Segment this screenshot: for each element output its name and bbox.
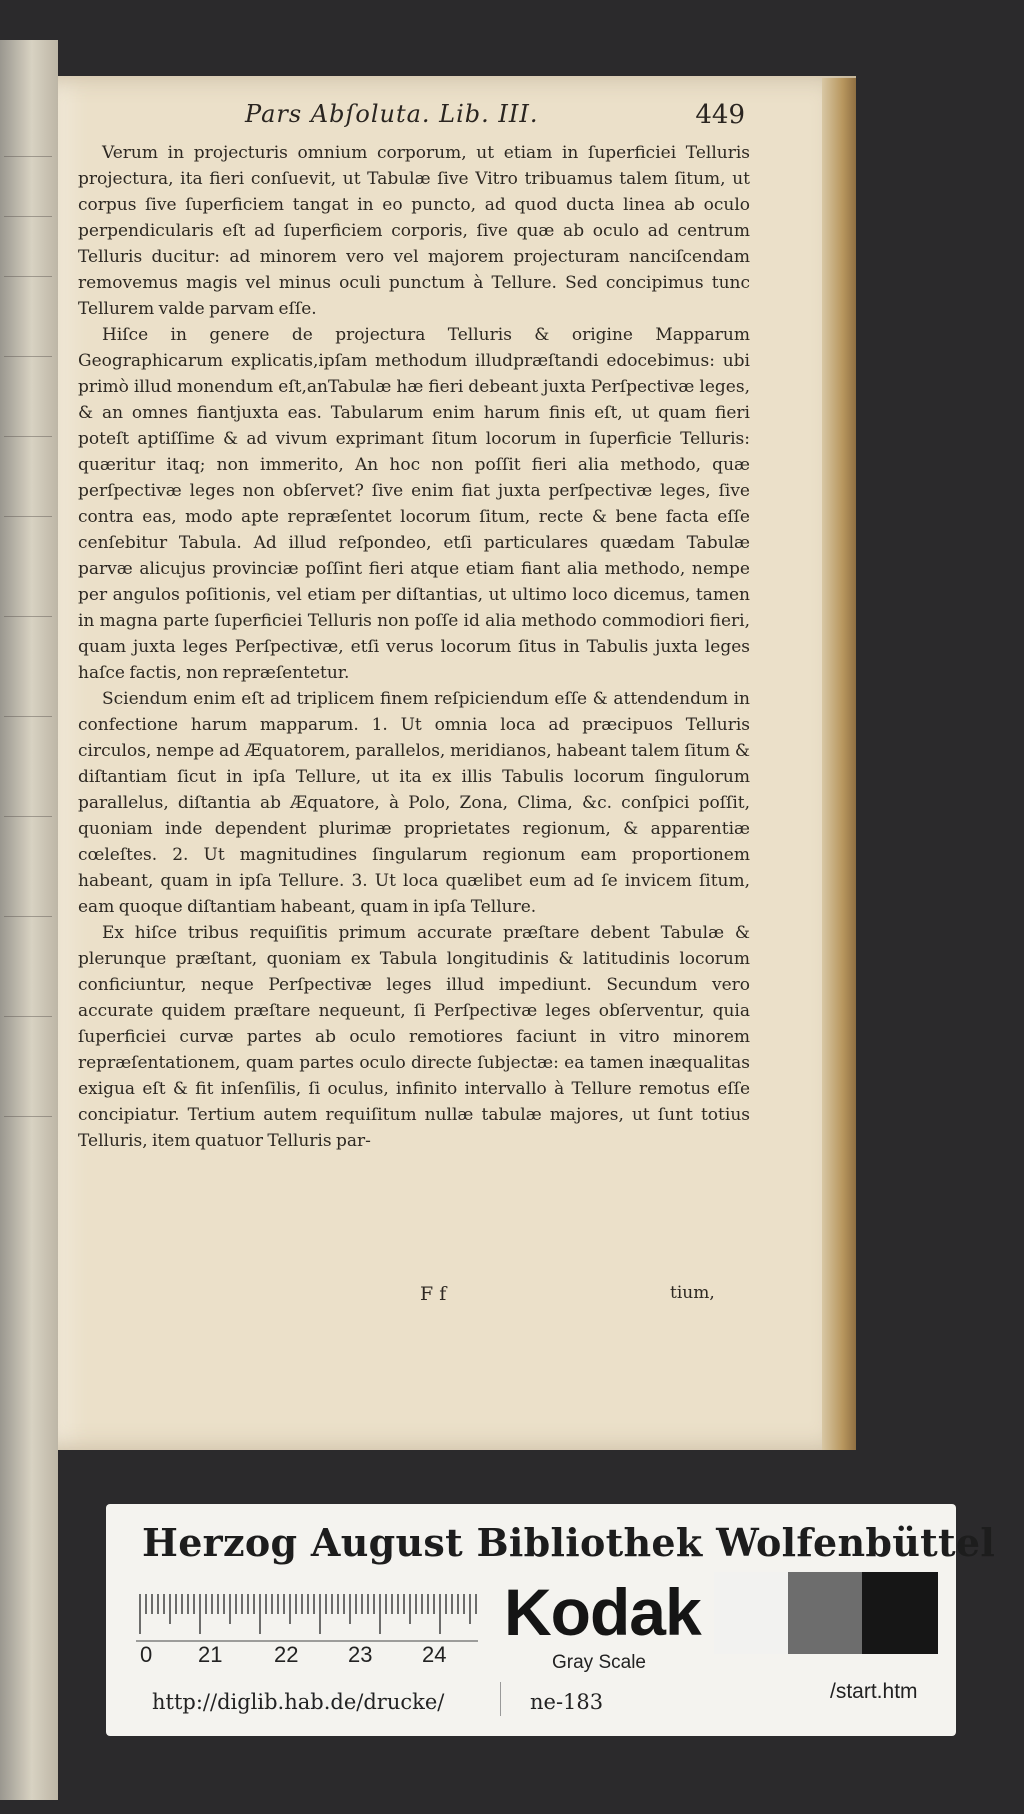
gray-patch-mid: [788, 1572, 862, 1654]
url-base: http://diglib.hab.de/drucke/: [152, 1690, 445, 1714]
ghost-text-line: [4, 600, 52, 617]
ruler-number: 22: [274, 1642, 299, 1667]
ghost-text-line: [4, 260, 52, 277]
adjacent-page-edge: [0, 40, 58, 1800]
ghost-text-line: [4, 700, 52, 717]
ghost-text-line: [4, 1100, 52, 1117]
ruler-number: 24: [422, 1642, 447, 1667]
paragraph: Verum in projecturis omnium corporum, ut etiam in ſuperficiei Telluris projectura, ita fieri conſuevit, ut Tabulæ ſive Vitro tribuamus talem ſitum, ut corpus ſive ſuperficiem tangat in eo puncto, ad quod ducta linea ab oculo perpendicularis eſt ad ſuperficiem corporis, ſive quæ ab oculo ad centrum Telluris ducitur: ad minorem vero vel majorem projecturam nanciſcendam removemus magis vel minus oculi punctum à Tellure. Sed concipimus tunc Tellurem valde parvam eſſe.: [78, 143, 750, 319]
ghost-text-line: [4, 800, 52, 817]
ghost-text-line: [4, 420, 52, 437]
url-shelfmark: ne-183: [530, 1690, 604, 1714]
kodak-logo: Kodak: [504, 1575, 701, 1649]
ruler-number: 21: [198, 1642, 223, 1667]
ghost-text-line: [4, 200, 52, 217]
paragraph: Hiſce in genere de projectura Telluris & origine Mapparum Geographicarum explicatis,ipſam methodum illudpræſtandi edocebimus: ubi primò illud monendum eſt,anTabulæ hæ fieri debeant juxta Perſpectivæ leges, & an omnes fiantjuxta eas. Tabularum enim harum finis eſt, ut quam fieri poteſt aptiſſime & ad vivum exprimant ſitum locorum in ſuperficie Telluris: quæritur itaq; non immerito, An hoc non poſſit fieri alia methodo, quæ perſpectivæ leges non obſervet? ſive enim fiat juxta perſpectivæ leges, ſive contra eas, modo apte repræſentet locorum ſitum, recte & bene facta eſſe cenſebitur Tabula. Ad illud reſpondeo, etſi particulares quædam Tabulæ parvæ alicujus provinciæ poſſint fieri atque etiam fiant alia methodo, nempe per angulos poſitionis, vel etiam per diſtantias, ut ultimo loco dicemus, tamen in magna parte ſuperficiei Telluris non poſſe id alia methodo commodiori fieri, quam juxta leges Perſpectivæ, etſi verus locorum ſitus in Tabulis juxta leges haſce factis, non repræſentetur.: [78, 325, 750, 683]
ghost-text-line: [4, 340, 52, 357]
ruler-number: 0: [140, 1642, 153, 1667]
paragraph: Sciendum enim eſt ad triplicem finem reſpiciendum eſſe & attendendum in confectione harum mapparum. 1. Ut omnia loca ad præcipuos Telluris circulos, nempe ad Æquatorem, parallelos, meridianos, habeant talem ſitum & diſtantiam ſicut in ipſa Tellure, ut ita ex illis Tabulis locorum ſingulorum parallelus, diſtantia ab Æquatore, à Polo, Zona, Clima, &c. conſpici poſſit, quoniam inde dependent plurimæ proprietates regionum, & apparentiæ cœleſtes. 2. Ut magnitudines ſingularum regionum eam proportionem habeant, quam in ipſa Tellure. 3. Ut loca quælibet eum ad ſe invicem ſitum, eam quoque diſtantiam habeant, quam in ipſa Tellure.: [78, 689, 750, 917]
url-suffix: /start.htm: [830, 1680, 918, 1703]
body-text: [78, 140, 750, 1154]
url-divider: [500, 1682, 501, 1716]
paragraph: Ex hiſce tribus requiſitis primum accurate præſtare debent Tabulæ & plerunque præſtant, quoniam ex Tabula longitudinis & latitudinis locorum conficiuntur, neque Perſpectivæ leges illud impediunt. Secundum vero accurate quidem præſtare nequeunt, ſi Perſpectivæ leges obſerventur, quia ſuperficiei curvæ partes ab oculo remotiores faciunt in vitro minorem repræſentationem, quam partes oculo directe ſubjectæ: ea tamen inæqualitas exigua eſt & fit inſenſilis, ſi oculus, infinito intervallo à Tellure remotus eſſe concipiatur. Tertium autem requiſitum nullæ tabulæ majores, ut ſunt totius Telluris, item quatuor Telluris par-: [78, 923, 750, 1151]
gray-patches: [714, 1572, 938, 1654]
ghost-text-line: [4, 900, 52, 917]
ghost-text-line: [4, 140, 52, 157]
page-fore-edge: [822, 78, 856, 1450]
ghost-text-line: [4, 500, 52, 517]
signature-mark: F f: [420, 1283, 447, 1305]
ghost-text-line: [4, 1000, 52, 1017]
gray-scale-label: Gray Scale: [552, 1652, 646, 1673]
ruler-numbers: [136, 1642, 478, 1672]
catchword: tium,: [670, 1283, 715, 1303]
ruler-ticks: [136, 1586, 478, 1642]
page-header: [185, 100, 745, 136]
ruler-number: 23: [348, 1642, 373, 1667]
running-head: Pars Abſoluta. Lib. III.: [245, 100, 539, 128]
gray-patch-white: [714, 1572, 788, 1654]
measurement-ruler: [136, 1586, 478, 1676]
page-number: 449: [695, 100, 745, 130]
gray-patch-black: [862, 1572, 938, 1654]
color-calibration-card: [106, 1504, 996, 1736]
library-name: Herzog August Bibliothek Wolfenbüttel: [142, 1520, 996, 1565]
